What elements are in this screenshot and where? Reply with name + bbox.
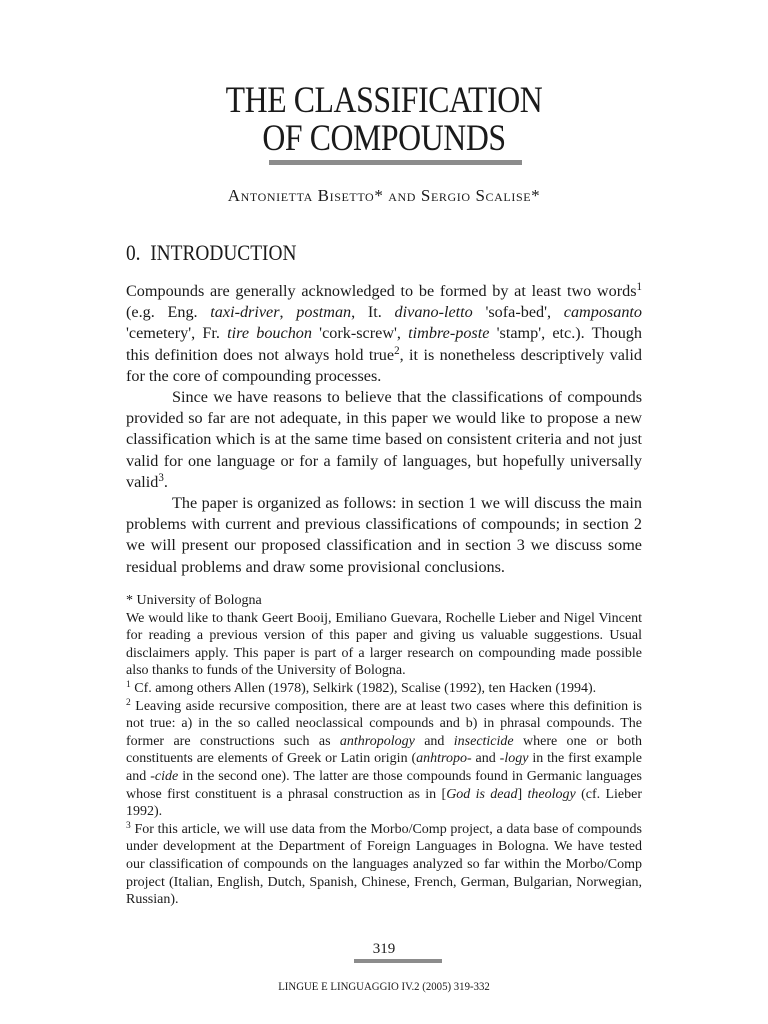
body-text xyxy=(126,281,642,578)
footnote-3: $^3$ For this article, we will use data from the Morbo/Comp project, a data base of compounds under development at the Department of Foreign Languages in Bologna. We have tested our classification of compounds on the languages analyzed so far within the Morbo/Comp project (Italian, English, Dutch, Spanish, Chinese, French, German, Bulgarian, Norwegian, Russian). xyxy=(126,820,642,908)
title-line-1: THE CLASSIFICATION xyxy=(225,80,543,121)
footnote-2: $^2$ Leaving aside recursive composition, there are at least two cases where this definition is not true: a) in the so called neoclassical compounds and b) in phrasal compounds. The former are constructions such as anthropology and insecticide where one or both constituents are elements of Greek or Latin origin (anhtropo- and -logy in the first example and -cide in the second one). The latter are those compounds found in Germanic languages whose first constituent is a phrasal construction as in [God is dead] theology (cf. Lieber 1992). xyxy=(126,697,643,820)
paragraph-2: Since we have reasons to believe that the classifications of compounds provided so far are not adequate, in this paper we would like to propose a new classification which is at the same time based on consistent criteria and not just valid for one language or for a family of languages, but hopefully universally valid$^3$. xyxy=(126,388,642,491)
footnote-affiliation: * University of Bologna xyxy=(126,593,262,608)
footnote-ref-2: 2 xyxy=(394,344,400,357)
section-heading xyxy=(126,240,296,266)
paragraph-1: Compounds are generally acknowledged to be formed by at least two words$^1$ (e.g. Eng. taxi-driver, postman, It. divano-letto 'sofa-bed', camposanto 'cemetery', Fr. tire bouchon 'cork-screw', timbre-poste 'stamp', etc.). Though this definition does not always hold true$^2$, it is nonetheless descriptively valid for the core of compounding processes. xyxy=(126,280,643,385)
footnote-1: $^1$ Cf. among others Allen (1978), Selkirk (1982), Scalise (1992), ten Hacken (1994). xyxy=(126,679,597,696)
footnote-ref-3: 3 xyxy=(158,471,164,484)
paper-title xyxy=(54,82,714,158)
page-number: 319 xyxy=(372,941,396,957)
paragraph-3: The paper is organized as follows: in section 1 we will discuss the main problems with current and previous classifications of compounds; in section 2 we will present our proposed classification and in section 3 we discuss some residual problems and draw some provisional conclusions. xyxy=(126,494,642,576)
footnote-acknowledgments: We would like to thank Geert Booij, Emiliano Guevara, Rochelle Lieber and Nigel Vincent for reading a previous version of this paper and giving us valuable suggestions. Usual disclaimers apply. This paper is part of a larger research on compounding made possible also thanks to funds of the University of Bologna. xyxy=(126,610,642,679)
journal-citation: LINGUE E LINGUAGGIO IV.2 (2005) 319-332 xyxy=(278,979,490,993)
section-number: 0. xyxy=(126,240,141,265)
authors: Antonietta Bisetto* and Sergio Scalise* xyxy=(227,186,541,205)
footnote-ref-1: 1 xyxy=(636,280,642,293)
page-number-underline xyxy=(354,959,442,963)
section-title: INTRODUCTION xyxy=(150,240,297,265)
title-line-2: OF COMPOUNDS xyxy=(262,118,506,159)
title-underline xyxy=(269,160,522,165)
footnotes xyxy=(126,592,642,909)
